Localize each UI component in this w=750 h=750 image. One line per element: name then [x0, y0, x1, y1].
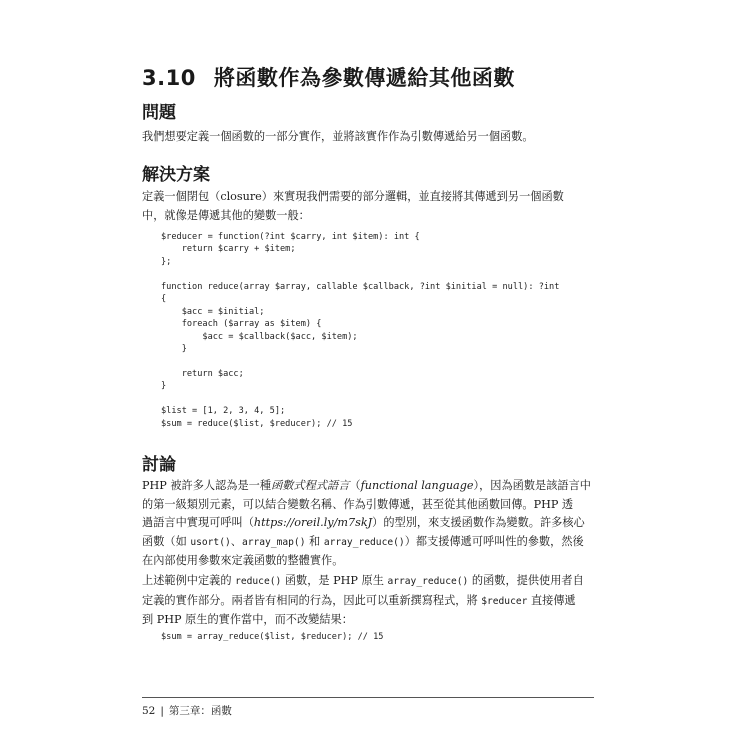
solution-paragraph [142, 188, 598, 225]
discussion-p1-line-1 [142, 477, 598, 496]
text-run: 定義的實作部分。兩者皆有相同的行為，因此可以重新撰寫程式，將 [142, 593, 482, 607]
section-number: 3.10 [142, 66, 196, 90]
problem-text: 我們想要定義一個函數的一部分實作，並將該實作作為引數傳遞給另一個函數。 [142, 130, 534, 143]
inline-code: $reducer [481, 595, 528, 607]
page-number: 52 [142, 705, 156, 717]
text-run: 上述範例中定義的 [142, 574, 236, 587]
discussion-p1-line-4 [142, 533, 598, 553]
inline-code: reduce() [235, 576, 282, 587]
problem-heading: 問題 [142, 103, 176, 123]
text-run: ）都支援傳遞可呼叫性的參數，然後 [404, 534, 584, 548]
text-run: ），因為函數是該語言中 [473, 479, 591, 492]
callable-url-link[interactable]: https://oreil.ly/m7skJ [253, 516, 373, 529]
inline-code: array_reduce() [387, 576, 469, 587]
text-run: （ [349, 479, 361, 492]
solution-line-2: 中，就像是傳遞其他的變數一般： [142, 208, 310, 222]
discussion-heading: 討論 [142, 455, 176, 475]
text-run: 函數，是 PHP 原生 [281, 574, 388, 587]
inline-code: array_reduce() [323, 536, 405, 548]
discussion-p2-line-3: 到 PHP 原生的實作當中，而不改變結果： [142, 613, 353, 626]
text-run: 過語言中實現可呼叫（ [142, 516, 254, 529]
text-run: 直接傳遞 [527, 593, 576, 607]
italic-term: 函數式程式語言 [271, 479, 350, 492]
text-run: 、 [230, 534, 242, 548]
discussion-p1-line-3 [142, 514, 598, 533]
discussion-paragraph-2 [142, 572, 598, 630]
discussion-code-block: $sum = array_reduce($list, $reducer); // 15 [161, 632, 384, 642]
discussion-p2-line-2 [142, 592, 598, 612]
inline-code: array_map() [241, 536, 306, 548]
problem-paragraph [142, 128, 598, 147]
section-title [142, 62, 515, 92]
text-run: PHP 被許多人認為是一種 [142, 479, 272, 492]
discussion-paragraph-1 [142, 477, 598, 571]
solution-heading: 解決方案 [142, 165, 210, 185]
section-title-text: 將函數作為參數傳遞給其他函數 [213, 66, 515, 90]
discussion-p1-line-2: 的第一級類別元素，可以結合變數名稱、作為引數傳遞，甚至從其他函數回傳。PHP 透 [142, 497, 574, 511]
discussion-p1-line-5: 在內部使用參數來定義函數的整體實作。 [142, 554, 344, 567]
page-footer [142, 703, 232, 718]
text-run: 函數（如 [142, 534, 191, 548]
solution-code-block: $reducer = function(?int $carry, int $item): int { return $carry + $item; }; function reduce(array $array, callable $callback, ?int $initial = null): ?int { $acc = $initial; foreach ($array as $item) { $acc = $callback($acc, $item); } return $acc; } $list = [1, 2, 3, 4, 5]; $sum = reduce($list, $reducer); // 15 [161, 232, 560, 429]
solution-line-1: 定義一個閉包（closure）來實現我們需要的部分邏輯，並直接將其傳遞到另一個函數 [142, 190, 564, 203]
footer-divider [142, 697, 594, 698]
inline-code: usort() [190, 536, 231, 548]
footer-separator: | [160, 705, 164, 717]
text-run: 的函數，提供使用者自 [468, 574, 584, 587]
chapter-label: 第三章：函數 [168, 705, 232, 717]
text-run: 和 [305, 534, 324, 548]
discussion-p2-line-1 [142, 572, 598, 592]
italic-term-english: functional language [360, 479, 474, 492]
text-run: ）的型別，來支援函數作為變數。許多核心 [372, 516, 585, 529]
